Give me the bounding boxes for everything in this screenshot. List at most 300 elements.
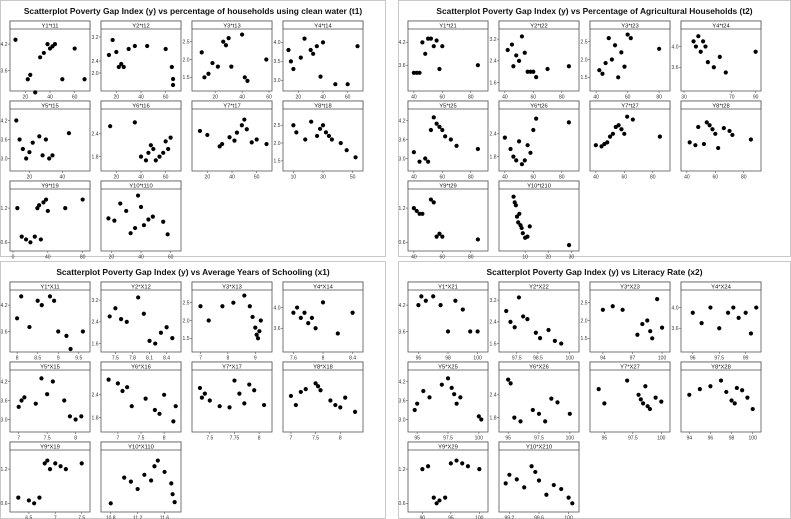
data-point bbox=[286, 48, 290, 52]
data-point bbox=[506, 378, 510, 382]
data-point bbox=[27, 325, 31, 329]
data-point bbox=[170, 65, 174, 69]
data-point bbox=[139, 155, 143, 159]
data-point bbox=[443, 134, 447, 138]
data-point bbox=[142, 312, 146, 316]
panel-2 bbox=[92, 21, 181, 101]
data-point bbox=[733, 401, 737, 405]
data-point bbox=[701, 39, 705, 43]
panel-frame bbox=[10, 442, 90, 512]
data-point bbox=[45, 392, 49, 396]
data-point bbox=[198, 386, 202, 390]
data-point bbox=[44, 197, 48, 201]
data-point bbox=[622, 132, 626, 136]
panel-frame bbox=[10, 282, 90, 352]
y-tick-label: 2.5 bbox=[580, 39, 588, 46]
x-tick-label: 90 bbox=[752, 94, 759, 101]
panel-label: Y10*X210 bbox=[525, 444, 553, 451]
y-tick-label: 3.0 bbox=[0, 156, 8, 163]
data-point bbox=[42, 51, 46, 55]
y-tick-label: 3.5 bbox=[273, 59, 281, 66]
x-tick-label: 95 bbox=[448, 515, 454, 519]
y-tick-label: 1.2 bbox=[0, 466, 8, 473]
data-point bbox=[650, 336, 654, 340]
data-point bbox=[125, 320, 129, 324]
y-tick-label: 4.0 bbox=[273, 40, 281, 47]
panel-frame bbox=[10, 181, 90, 251]
data-point bbox=[727, 129, 731, 133]
data-point bbox=[520, 34, 524, 38]
data-point bbox=[333, 403, 337, 407]
panel-label: Y3*t13 bbox=[223, 23, 241, 30]
x-tick-label: 30 bbox=[568, 254, 575, 261]
data-point bbox=[449, 137, 453, 141]
data-point bbox=[345, 148, 349, 152]
data-point bbox=[446, 329, 450, 333]
panel-frame bbox=[408, 181, 488, 251]
y-tick-label: 4.0 bbox=[273, 305, 281, 312]
data-point bbox=[520, 226, 524, 230]
y-tick-label: 3.0 bbox=[398, 156, 406, 163]
x-tick-label: 40 bbox=[229, 174, 235, 181]
data-point bbox=[122, 65, 126, 69]
y-tick-label: 4.2 bbox=[398, 40, 406, 47]
x-tick-label: 94 bbox=[686, 435, 693, 442]
data-point bbox=[437, 67, 441, 71]
panel-frame bbox=[10, 362, 90, 432]
panel-10 bbox=[101, 442, 181, 519]
data-point bbox=[318, 388, 322, 392]
data-point bbox=[432, 496, 436, 500]
panel-frame bbox=[499, 181, 579, 251]
y-tick-label: 3.6 bbox=[0, 329, 8, 336]
x-tick-label: 40 bbox=[411, 254, 417, 261]
x-tick-label: 97 bbox=[629, 355, 636, 362]
x-tick-label: 60 bbox=[162, 174, 169, 181]
data-point bbox=[289, 394, 293, 398]
data-point bbox=[330, 137, 334, 141]
data-point bbox=[149, 143, 153, 147]
panel-frame bbox=[681, 101, 761, 171]
x-tick-label: 8.4 bbox=[163, 355, 171, 362]
panel-frame bbox=[408, 442, 488, 512]
data-point bbox=[321, 123, 325, 127]
x-tick-label: 30 bbox=[681, 94, 687, 101]
x-tick-label: 98 bbox=[445, 355, 451, 362]
data-point bbox=[476, 147, 480, 151]
panel-label: Y7*t17 bbox=[223, 103, 241, 110]
panel-frame bbox=[408, 282, 488, 352]
x-tick-label: 95 bbox=[601, 435, 608, 442]
data-point bbox=[108, 124, 112, 128]
y-tick-label: 4.2 bbox=[0, 41, 8, 48]
data-point bbox=[112, 219, 116, 223]
panel-2 bbox=[490, 21, 579, 101]
data-point bbox=[253, 326, 257, 330]
data-point bbox=[224, 43, 228, 47]
data-point bbox=[152, 464, 156, 468]
data-point bbox=[702, 142, 706, 146]
data-point bbox=[511, 195, 515, 199]
y-tick-label: 3.6 bbox=[0, 398, 8, 405]
figure-2 bbox=[399, 1, 791, 261]
data-point bbox=[232, 139, 236, 143]
panel-frame bbox=[499, 101, 579, 171]
data-point bbox=[162, 470, 166, 474]
panel-1 bbox=[1, 282, 90, 362]
x-tick-label: 20 bbox=[295, 94, 302, 101]
data-point bbox=[617, 123, 621, 127]
data-point bbox=[419, 294, 423, 298]
figure-title: Scatterplot Poverty Gap Index (y) vs Literacy Rate (x2) bbox=[486, 267, 703, 277]
data-point bbox=[479, 417, 483, 421]
y-tick-label: 0.6 bbox=[398, 501, 406, 508]
data-point bbox=[19, 398, 23, 402]
data-point bbox=[640, 322, 644, 326]
data-point bbox=[166, 232, 170, 236]
data-point bbox=[24, 237, 28, 241]
data-point bbox=[242, 117, 246, 121]
y-tick-label: 3.0 bbox=[398, 417, 406, 424]
data-point bbox=[454, 144, 458, 148]
x-tick-label: 95 bbox=[505, 435, 511, 442]
data-point bbox=[229, 65, 233, 69]
data-point bbox=[171, 83, 175, 87]
data-point bbox=[81, 197, 85, 201]
data-point bbox=[299, 316, 303, 320]
panel-2 bbox=[92, 282, 181, 362]
data-point bbox=[426, 464, 430, 468]
data-point bbox=[416, 303, 420, 307]
data-point bbox=[696, 125, 700, 129]
data-point bbox=[439, 303, 443, 307]
x-tick-label: 30 bbox=[320, 174, 326, 181]
figure-4 bbox=[399, 262, 791, 519]
data-point bbox=[198, 304, 202, 308]
data-point bbox=[508, 320, 512, 324]
panel-label: Y7*t27 bbox=[621, 103, 639, 110]
data-point bbox=[291, 123, 295, 127]
data-point bbox=[157, 412, 161, 416]
data-point bbox=[719, 378, 723, 382]
data-point bbox=[446, 376, 450, 380]
panel-5 bbox=[1, 101, 90, 181]
x-tick-label: 80 bbox=[649, 174, 656, 181]
data-point bbox=[641, 401, 645, 405]
data-point bbox=[13, 38, 17, 42]
x-tick-label: 99 bbox=[742, 355, 749, 362]
data-point bbox=[460, 461, 464, 465]
data-point bbox=[27, 150, 31, 154]
data-point bbox=[171, 492, 175, 496]
data-point bbox=[64, 467, 68, 471]
data-point bbox=[507, 473, 511, 477]
data-point bbox=[657, 47, 661, 51]
data-point bbox=[31, 141, 35, 145]
panel-label: Y2*t12 bbox=[132, 23, 150, 30]
data-point bbox=[355, 44, 359, 48]
panel-frame bbox=[283, 362, 363, 432]
x-tick-label: 80 bbox=[740, 174, 747, 181]
data-point bbox=[440, 383, 444, 387]
data-point bbox=[688, 140, 692, 144]
x-tick-label: 60 bbox=[167, 254, 174, 261]
data-point bbox=[603, 61, 607, 65]
data-point bbox=[198, 129, 202, 133]
data-point bbox=[543, 419, 547, 423]
y-tick-label: 3.2 bbox=[489, 297, 497, 304]
data-point bbox=[210, 61, 214, 65]
data-point bbox=[504, 309, 508, 313]
data-point bbox=[648, 329, 652, 333]
data-point bbox=[129, 231, 133, 235]
x-tick-label: 20 bbox=[212, 94, 218, 101]
data-point bbox=[108, 314, 112, 318]
data-point bbox=[53, 461, 57, 465]
data-point bbox=[161, 151, 165, 155]
panel-label: Y5*t15 bbox=[41, 103, 59, 110]
data-point bbox=[751, 407, 755, 411]
panel-3 bbox=[183, 282, 272, 362]
data-point bbox=[63, 206, 67, 210]
panel-label: Y6*X16 bbox=[131, 364, 151, 371]
data-point bbox=[227, 135, 231, 139]
data-point bbox=[521, 231, 525, 235]
data-point bbox=[82, 77, 86, 81]
data-point bbox=[173, 500, 177, 504]
data-point bbox=[452, 392, 456, 396]
data-point bbox=[515, 477, 519, 481]
data-point bbox=[111, 38, 115, 42]
data-point bbox=[454, 458, 458, 462]
x-tick-label: 20 bbox=[26, 174, 33, 181]
panel-label: Y5*t25 bbox=[439, 103, 457, 110]
panel-label: Y2*t22 bbox=[530, 23, 548, 30]
data-point bbox=[722, 126, 726, 130]
data-point bbox=[74, 417, 78, 421]
y-tick-label: 3.6 bbox=[398, 329, 406, 336]
data-point bbox=[28, 73, 32, 77]
data-point bbox=[415, 402, 419, 406]
data-point bbox=[567, 243, 571, 247]
data-point bbox=[27, 498, 31, 502]
data-point bbox=[437, 125, 441, 129]
panel-10 bbox=[499, 181, 579, 261]
panel-label: Y1*X21 bbox=[438, 284, 458, 291]
data-point bbox=[523, 51, 527, 55]
data-point bbox=[114, 50, 118, 54]
panel-frame bbox=[408, 362, 488, 432]
data-point bbox=[41, 153, 45, 157]
panel-6 bbox=[92, 101, 181, 181]
data-point bbox=[476, 237, 480, 241]
panel-frame bbox=[192, 362, 272, 432]
data-point bbox=[613, 43, 617, 47]
data-point bbox=[559, 341, 563, 345]
data-point bbox=[754, 50, 758, 54]
data-point bbox=[555, 400, 559, 404]
data-point bbox=[133, 120, 137, 124]
data-point bbox=[424, 299, 428, 303]
data-point bbox=[511, 155, 515, 159]
x-tick-label: 100 bbox=[748, 435, 757, 442]
y-tick-label: 1.2 bbox=[0, 205, 8, 212]
data-point bbox=[125, 385, 129, 389]
x-tick-label: 7 bbox=[116, 435, 120, 442]
panel-frame bbox=[499, 282, 579, 352]
y-tick-label: 4.0 bbox=[671, 305, 679, 312]
data-point bbox=[37, 496, 41, 500]
panel-label: Y4*t14 bbox=[314, 23, 332, 30]
x-tick-label: 7.5 bbox=[78, 515, 86, 519]
data-point bbox=[605, 140, 609, 144]
data-point bbox=[568, 412, 572, 416]
x-tick-label: 50 bbox=[349, 174, 356, 181]
data-point bbox=[162, 393, 166, 397]
data-point bbox=[58, 464, 62, 468]
data-point bbox=[517, 212, 521, 216]
x-tick-label: 8.4 bbox=[349, 355, 357, 362]
x-tick-label: 40 bbox=[138, 174, 144, 181]
panel-8 bbox=[681, 362, 761, 442]
x-tick-label: 40 bbox=[502, 94, 508, 101]
data-point bbox=[64, 334, 68, 338]
data-point bbox=[610, 57, 614, 61]
x-tick-label: 100 bbox=[473, 355, 482, 362]
data-point bbox=[552, 483, 556, 487]
panel-5 bbox=[1, 362, 90, 442]
data-point bbox=[754, 305, 758, 309]
x-tick-label: 60 bbox=[71, 94, 78, 101]
data-point bbox=[146, 151, 150, 155]
x-tick-label: 97.5 bbox=[511, 355, 522, 362]
data-point bbox=[33, 90, 37, 94]
y-tick-label: 4.2 bbox=[398, 302, 406, 309]
y-tick-label: 0.6 bbox=[398, 240, 406, 247]
data-point bbox=[113, 306, 117, 310]
data-point bbox=[513, 325, 517, 329]
y-tick-label: 2.5 bbox=[580, 300, 588, 307]
panel-frame bbox=[283, 282, 363, 352]
panel-frame bbox=[590, 21, 670, 91]
x-tick-label: 11.6 bbox=[159, 515, 170, 519]
data-point bbox=[44, 137, 48, 141]
data-point bbox=[421, 389, 425, 393]
x-tick-label: 95 bbox=[414, 435, 420, 442]
data-point bbox=[67, 131, 71, 135]
data-point bbox=[512, 416, 516, 420]
data-point bbox=[521, 314, 525, 318]
data-point bbox=[264, 57, 268, 61]
y-tick-label: 3.6 bbox=[0, 137, 8, 144]
y-tick-label: 3.6 bbox=[0, 68, 8, 75]
data-point bbox=[703, 44, 707, 48]
y-tick-label: 1.2 bbox=[398, 466, 406, 473]
x-tick-label: 20 bbox=[204, 174, 211, 181]
data-point bbox=[731, 305, 735, 309]
panel-label: Y5*X25 bbox=[438, 364, 458, 371]
data-point bbox=[336, 331, 340, 335]
x-tick-label: 10 bbox=[290, 174, 297, 181]
data-point bbox=[518, 419, 522, 423]
data-point bbox=[255, 137, 259, 141]
data-point bbox=[116, 381, 120, 385]
x-tick-label: 40 bbox=[593, 174, 599, 181]
data-point bbox=[216, 65, 220, 69]
x-tick-label: 8 bbox=[338, 435, 342, 442]
data-point bbox=[262, 403, 266, 407]
data-point bbox=[449, 461, 453, 465]
x-tick-label: 94 bbox=[600, 355, 606, 362]
data-point bbox=[744, 311, 748, 315]
data-point bbox=[264, 142, 268, 146]
x-tick-label: 10 bbox=[522, 254, 528, 261]
panel-9 bbox=[1, 181, 90, 261]
panel-frame bbox=[499, 21, 579, 91]
data-point bbox=[567, 496, 571, 500]
data-point bbox=[659, 400, 663, 404]
data-point bbox=[38, 55, 42, 59]
y-tick-label: 1.5 bbox=[580, 75, 588, 82]
data-point bbox=[314, 326, 318, 330]
x-tick-label: 40 bbox=[411, 94, 417, 101]
panel-5 bbox=[399, 101, 488, 181]
x-tick-label: 80 bbox=[558, 94, 565, 101]
data-point bbox=[37, 134, 41, 138]
x-tick-label: 7 bbox=[289, 435, 293, 442]
x-tick-label: 9.5 bbox=[75, 355, 83, 362]
data-point bbox=[154, 158, 158, 162]
data-point bbox=[165, 325, 169, 329]
data-point bbox=[56, 329, 60, 333]
panel-10 bbox=[101, 181, 181, 261]
data-point bbox=[427, 395, 431, 399]
data-point bbox=[80, 461, 84, 465]
data-point bbox=[740, 388, 744, 392]
y-tick-label: 4.2 bbox=[398, 118, 406, 125]
data-point bbox=[531, 70, 535, 74]
panel-frame bbox=[101, 442, 181, 512]
x-tick-label: 60 bbox=[439, 254, 446, 261]
x-tick-label: 20 bbox=[108, 254, 115, 261]
x-tick-label: 7 bbox=[199, 355, 202, 362]
panel-frame bbox=[590, 362, 670, 432]
x-tick-label: 40 bbox=[502, 174, 508, 181]
data-point bbox=[432, 44, 436, 48]
data-point bbox=[304, 387, 308, 391]
data-point bbox=[15, 316, 19, 320]
data-point bbox=[303, 137, 307, 141]
data-point bbox=[161, 220, 165, 224]
x-tick-label: 96 bbox=[707, 435, 714, 442]
data-point bbox=[549, 397, 553, 401]
panel-frame bbox=[408, 21, 488, 91]
panel-1 bbox=[399, 21, 488, 101]
data-point bbox=[423, 52, 427, 56]
panel-frame bbox=[283, 101, 363, 171]
data-point bbox=[412, 150, 416, 154]
panel-label: Y7*X27 bbox=[620, 364, 640, 371]
data-point bbox=[559, 487, 563, 491]
y-tick-label: 1.6 bbox=[91, 341, 99, 348]
panel-label: Y10*X110 bbox=[128, 444, 154, 451]
y-tick-label: 3.6 bbox=[671, 326, 679, 333]
data-point bbox=[14, 118, 18, 122]
data-point bbox=[109, 501, 113, 505]
data-point bbox=[511, 64, 515, 68]
y-tick-label: 2.5 bbox=[182, 39, 190, 46]
panel-label: Y4*X24 bbox=[711, 284, 731, 291]
